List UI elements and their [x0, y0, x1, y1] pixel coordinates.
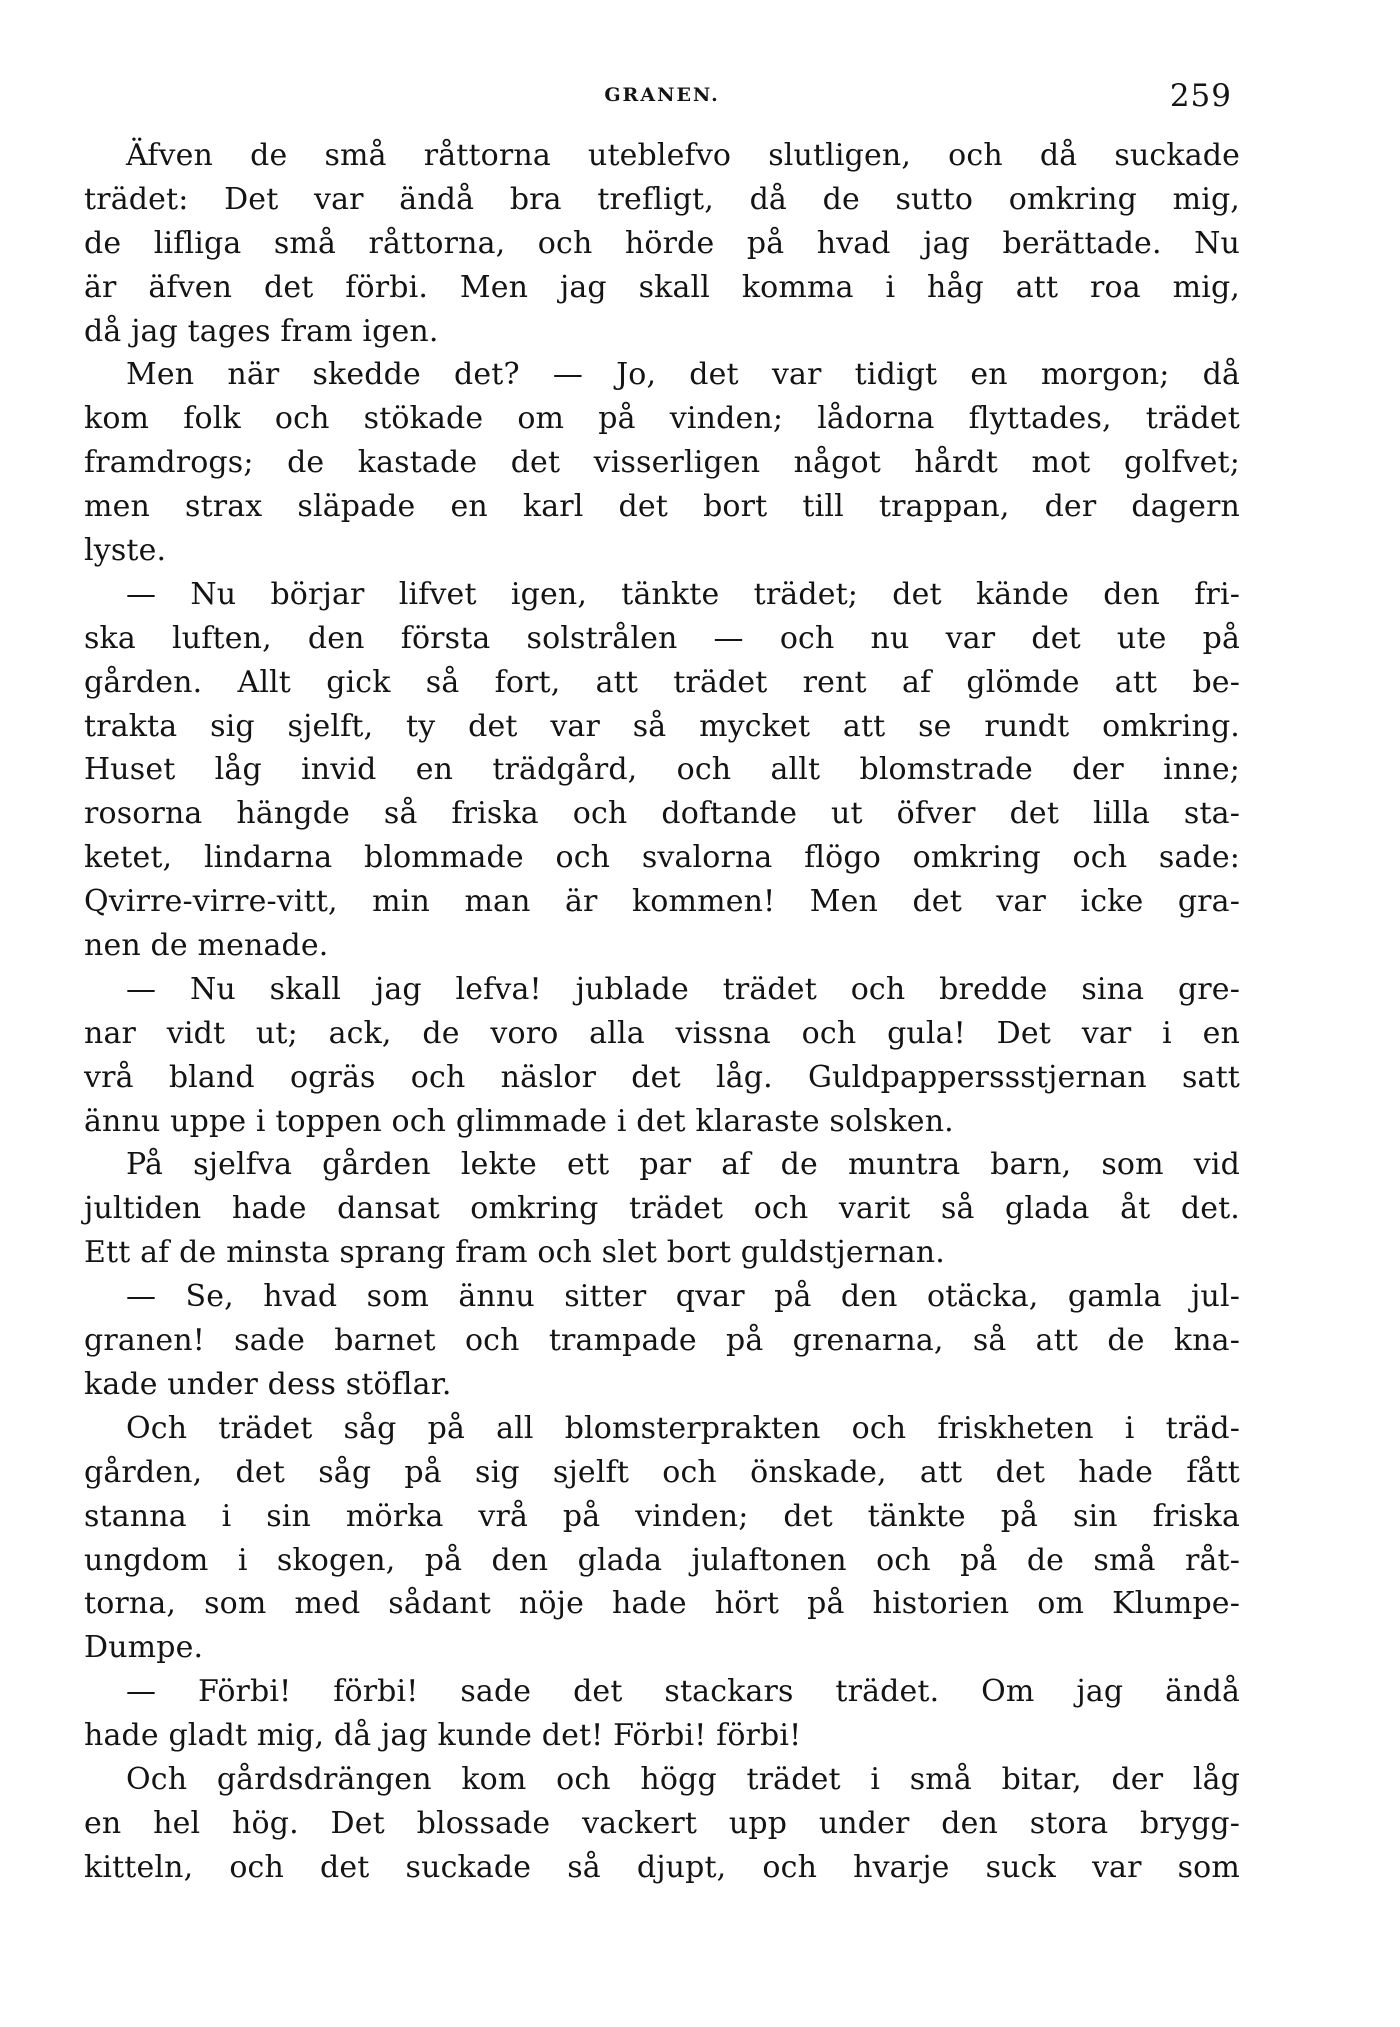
body-text: [84, 134, 1240, 1890]
paragraph: [84, 573, 1240, 968]
text-line: kade under dess stöflar.: [84, 1366, 452, 1402]
text-line: Huset låg invid en trädgård, och allt blomstrade der inne;: [84, 752, 1240, 788]
text-line: trädet: Det var ändå bra trefligt, då de sutto omkring mig,: [84, 181, 1240, 217]
text-line: — Nu skall jag lefva! jublade trädet och bredde sina gre-: [126, 971, 1240, 1007]
running-title: GRANEN.: [604, 84, 720, 106]
text-line: framdrogs; de kastade det visserligen något hårdt mot golfvet;: [84, 445, 1240, 481]
text-line: då jag tages fram igen.: [84, 313, 439, 349]
text-line: ska luften, den första solstrålen — och nu var det ute på: [84, 620, 1240, 656]
text-line: men strax släpade en karl det bort till trappan, der dagern: [84, 489, 1240, 525]
text-line: På sjelfva gården lekte ett par af de muntra barn, som vid: [126, 1147, 1240, 1183]
text-line: ketet, lindarna blommade och svalorna flögo omkring och sade:: [84, 840, 1240, 876]
running-header: [84, 78, 1240, 118]
text-line: Dumpe.: [84, 1630, 204, 1666]
text-line: hade gladt mig, då jag kunde det! Förbi! förbi!: [84, 1718, 802, 1754]
paragraph: [84, 353, 1240, 572]
paragraph: [84, 968, 1240, 1144]
paragraph: [84, 1275, 1240, 1407]
text-line: trakta sig sjelft, ty det var så mycket att se rundt omkring.: [84, 708, 1240, 744]
paragraph: [84, 1407, 1240, 1670]
text-line: Äfven de små råttorna uteblefvo slutligen, och då suckade: [126, 138, 1240, 173]
paragraph: [84, 134, 1240, 353]
text-line: rosorna hängde så friska och doftande ut öfver det lilla sta-: [84, 796, 1240, 832]
text-line: ännu uppe i toppen och glimmade i det klaraste solsken.: [84, 1103, 954, 1139]
text-line: Men när skedde det? — Jo, det var tidigt en morgon; då: [126, 357, 1240, 393]
text-line: — Nu börjar lifvet igen, tänkte trädet; det kände den fri-: [126, 576, 1240, 612]
text-line: ungdom i skogen, på den glada julaftonen och på de små råt-: [84, 1542, 1240, 1578]
text-line: nen de menade.: [84, 928, 329, 964]
text-line: Qvirre-virre-vitt, min man är kommen! Men det var icke gra-: [84, 884, 1240, 920]
text-line: är äfven det förbi. Men jag skall komma i håg att roa mig,: [84, 269, 1240, 305]
text-line: de lifliga små råttorna, och hörde på hvad jag berättade. Nu: [84, 225, 1240, 261]
text-line: vrå bland ogräs och näslor det låg. Guldpapperssstjernan satt: [84, 1059, 1240, 1095]
text-line: gården, det såg på sig sjelft och önskade, att det hade fått: [84, 1454, 1240, 1490]
text-line: kom folk och stökade om på vinden; lådorna flyttades, trädet: [84, 401, 1240, 437]
text-line: granen! sade barnet och trampade på grenarna, så att de kna-: [84, 1323, 1240, 1359]
text-line: en hel hög. Det blossade vackert upp under den stora brygg-: [84, 1805, 1240, 1841]
text-line: gården. Allt gick så fort, att trädet rent af glömde att be-: [84, 664, 1240, 700]
text-line: Ett af de minsta sprang fram och slet bort guldstjernan.: [84, 1235, 945, 1271]
text-line: kitteln, och det suckade så djupt, och hvarje suck var som: [84, 1849, 1240, 1885]
text-line: jultiden hade dansat omkring trädet och varit så glada åt det.: [84, 1191, 1240, 1227]
text-line: — Förbi! förbi! sade det stackars trädet. Om jag ändå: [126, 1674, 1240, 1710]
text-line: torna, som med sådant nöje hade hört på historien om Klumpe-: [84, 1586, 1240, 1622]
text-line: Och gårdsdrängen kom och högg trädet i små bitar, der låg: [126, 1761, 1240, 1797]
text-line: stanna i sin mörka vrå på vinden; det tänkte på sin friska: [84, 1498, 1240, 1534]
text-line: lyste.: [84, 533, 167, 569]
paragraph: [84, 1670, 1240, 1758]
paragraph: [84, 1143, 1240, 1275]
paragraph: [84, 1758, 1240, 1890]
page-number: 259: [1169, 78, 1232, 114]
text-line: nar vidt ut; ack, de voro alla vissna och gula! Det var i en: [84, 1015, 1240, 1051]
text-line: — Se, hvad som ännu sitter qvar på den otäcka, gamla jul-: [126, 1279, 1240, 1315]
text-line: Och trädet såg på all blomsterprakten och friskheten i träd-: [126, 1410, 1240, 1446]
